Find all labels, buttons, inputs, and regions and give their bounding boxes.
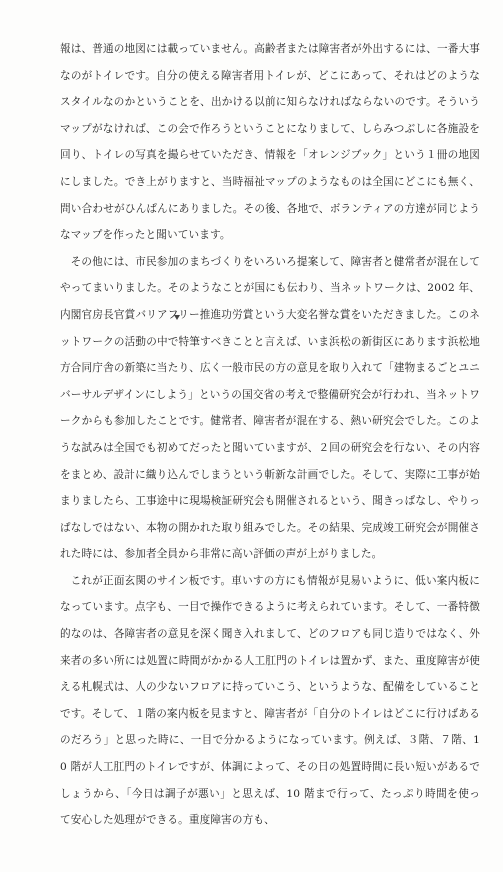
paragraph-2: その他には、市民参加のまちづくりをいろいろ提案して、障害者と健常者が混在してやってまいりました。そのようなことが国にも伝わり、当ネットワークは、2002 年、内閣官房長官賞バリアフリー推進功労賞という大変名誉な賞をいただきました。このネットワークの活動の中で特筆すべきことと言えば、いま浜松の新街区にあります浜松地方合同庁舎の新築に当たり、広く一般市民の方の意見を取り入れて「建物まるごとユニバーサルデザインにしよう」というの国交省の考えで整備研究会が行われ、当ネットワークからも参加したことです。健常者、障害者が混在する、熱い研究会でした。このような試みは全国でも初めてだったと聞いていますが、２回の研究会を行ない、その内容をまとめ、設計に織り込んでしまうという斬新な計画でした。そして、実際に工事が始まりましたら、工事途中に現場検証研究会も開催されるという、聞きっぱなし、やりっぱなしではない、本物の開かれた取り組みでした。その結果、完成竣工研究会が開催された時には、参加者全員から非常に高い評価の声が上がりました。 <box>60 255 480 561</box>
paragraph-3: これが正面玄関のサイン板です。車いすの方にも情報が見易いように、低い案内板になっています。点字も、一目で操作できるように考えられています。そして、一番特徴的なのは、各障害者の意見を深く聞き入れまして、どのフロアも同じ造りではなく、外来者の多い所には処置に時間がかかる人工肛門のトイレは置かず、また、重度障害が使える札幌式は、人の少ないフロアに持っていこう、というような、配備をしていることです。そして、１階の案内板を見ますと、障害者が「自分のトイレはどこに行けばあるのだろう」と思った時に、一目で分かるようになっています。例えば、３階、７階、10 階が人工肛門のトイレですが、体調によって、その日の処置時間に長い短いがあるでしょうから、「今日は調子が悪い」と思えば、10 階まで行って、たっぷり時間を使って安心した処理ができる。重度障害の方も、 <box>60 574 480 827</box>
pen-mark <box>174 315 180 320</box>
paragraph-1: 報は、普通の地図には載っていません。高齢者または障害者が外出するには、一番大事なのがトイレです。自分の使える障害者用トイレが、どこにあって、それはどのようなスタイルなのかということを、出かける以前に知らなければならないのです。そういうマップがなければ、この会で作ろうということになりまして、しらみつぶしに各施設を回り、トイレの写真を撮らせていただき、情報を「オレンジブック」という１冊の地図にしました。でき上がりますと、当時福祉マップのようなものは全国にどこにも無く、問い合わせがひんぱんにありました。その後、各地で、ボランティアの方達が同じようなマップを作ったと聞いています。 <box>60 43 480 242</box>
body-text <box>60 36 480 834</box>
